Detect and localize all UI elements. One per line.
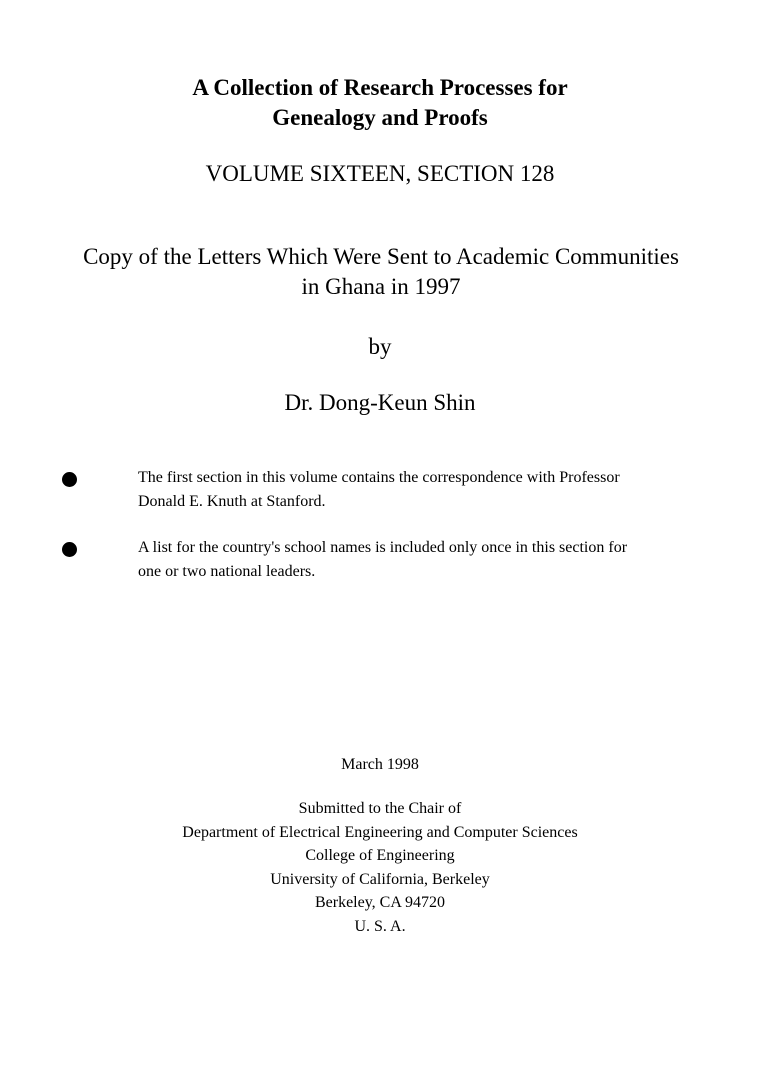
- submission-line: Berkeley, CA 94720: [314, 894, 446, 911]
- note-text: [138, 466, 738, 514]
- submission-line: Department of Electrical Engineering and Computer Sciences: [182, 823, 578, 841]
- bullet-dot-icon: [62, 472, 77, 487]
- note-text-line: Donald E. Knuth at Stanford.: [138, 493, 326, 510]
- submission-block: [0, 797, 760, 938]
- series-title-line-2: Genealogy and Proofs: [272, 105, 488, 130]
- date: March 1998: [341, 756, 419, 773]
- series-title-line-1: A Collection of Research Processes for: [192, 75, 568, 100]
- document-title-line-1: Copy of the Letters Which Were Sent to Academic Communities: [83, 244, 679, 269]
- submission-line: U. S. A.: [354, 917, 406, 935]
- submission-line: Submitted to the Chair of: [298, 800, 462, 817]
- document-title-line-2: in Ghana in 1997: [301, 274, 461, 299]
- author-name: Dr. Dong-Keun Shin: [284, 390, 476, 415]
- submission-line: University of California, Berkeley: [270, 870, 490, 888]
- bullet-dot-icon: [62, 542, 77, 557]
- by-line: by: [368, 334, 392, 359]
- submission-line: College of Engineering: [305, 847, 455, 864]
- note-text-line: one or two national leaders.: [138, 563, 316, 580]
- series-title: [0, 73, 760, 133]
- volume-section-line: VOLUME SIXTEEN, SECTION 128: [205, 161, 555, 186]
- note-text: [138, 536, 738, 584]
- note-text-line: A list for the country's school names is included only once in this section for: [138, 539, 628, 556]
- note-text-line: The first section in this volume contains the correspondence with Professor: [138, 469, 620, 486]
- document-title: [0, 242, 760, 302]
